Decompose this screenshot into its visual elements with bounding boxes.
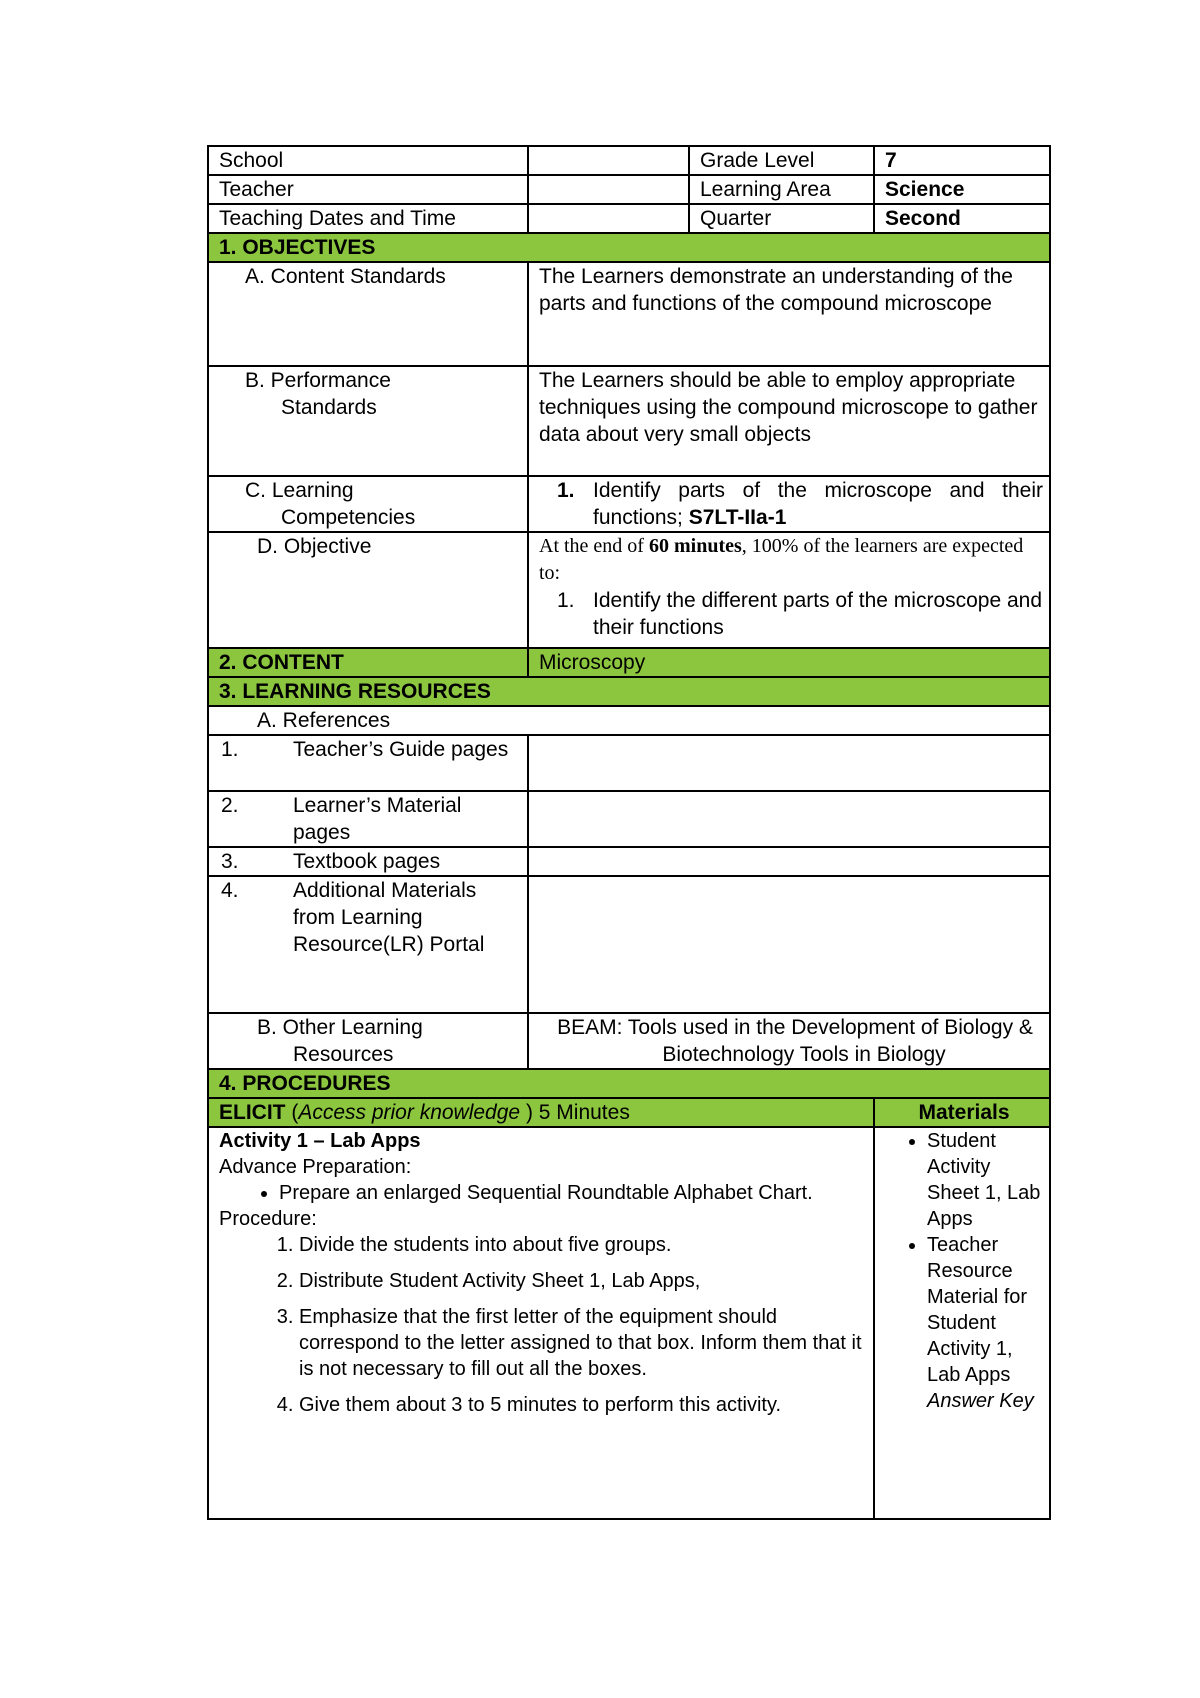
objective-pre: At the end of: [539, 535, 644, 557]
materials-cell: [874, 1127, 1050, 1519]
ref-label: Textbook pages: [293, 850, 441, 873]
elicit-rest: ) 5 Minutes: [520, 1101, 630, 1124]
objective-item: Identify the different parts of the microscope and their functions: [593, 589, 1043, 639]
lesson-plan-table: [207, 145, 1051, 1520]
learning-area-label: Learning Area: [689, 175, 874, 204]
reference-item-2: [208, 791, 528, 847]
references-label: A. References: [208, 706, 1050, 735]
reference-item-row: [208, 735, 1050, 791]
materials-list: [885, 1128, 1043, 1388]
learning-competencies-label: [208, 476, 528, 532]
procedures-heading-row: [208, 1069, 1050, 1098]
procedure-step: 4. Give them about 3 to 5 minutes to perform this activity.: [299, 1392, 867, 1418]
content-standards-label: A. Content Standards: [208, 262, 528, 366]
objective-row: [208, 532, 1050, 648]
reference-item-2-value: [528, 791, 1050, 847]
content-heading: 2. CONTENT: [208, 648, 528, 677]
performance-standards-row: [208, 366, 1050, 476]
procedure-step: 2. Distribute Student Activity Sheet 1, Lab Apps,: [299, 1268, 867, 1294]
school-label: School: [208, 146, 528, 175]
competency-number: 1.: [557, 479, 575, 502]
procedure-step: 1. Divide the students into about five groups.: [299, 1232, 867, 1258]
objective-label: D. Objective: [208, 532, 528, 648]
dates-value: [528, 204, 689, 233]
reference-item-1-value: [528, 735, 1050, 791]
objectives-heading-row: [208, 233, 1050, 262]
procedures-heading: 4. PROCEDURES: [208, 1069, 1050, 1098]
objective-post: , 100% of the learners are expected to:: [539, 535, 1024, 584]
content-standards-text: The Learners demonstrate an understanding of the parts and functions of the compound microscope: [528, 262, 1050, 366]
material-item: • Student Activity Sheet 1, Lab Apps: [927, 1128, 1043, 1232]
school-value: [528, 146, 689, 175]
competency-desc: Identify parts of the microscope and their functions;: [593, 479, 1043, 529]
elicit-heading: [208, 1098, 874, 1127]
reference-item-row: [208, 876, 1050, 1013]
learning-competencies-text: [528, 476, 1050, 532]
dates-row: [208, 204, 1050, 233]
material-item: • Teacher Resource Material for Student Activity 1, Lab Apps: [927, 1232, 1043, 1388]
reference-item-row: [208, 847, 1050, 876]
reference-item-1: [208, 735, 528, 791]
content-value: Microscopy: [528, 648, 1050, 677]
objectives-heading: 1. OBJECTIVES: [208, 233, 1050, 262]
procedure-label: Procedure:: [219, 1208, 317, 1230]
other-resources-label: B. Other Learning Resources: [208, 1013, 528, 1069]
objective-item-number: 1.: [557, 589, 575, 612]
elicit-paren: (: [285, 1101, 299, 1124]
objective-intro: [539, 533, 1043, 587]
objective-text: [528, 532, 1050, 648]
ref-num: 2.: [221, 794, 239, 817]
reference-item-3-value: [528, 847, 1050, 876]
procedure-steps: [219, 1232, 867, 1418]
performance-standards-label: [208, 366, 528, 476]
references-row: [208, 706, 1050, 735]
advance-item: • Prepare an enlarged Sequential Roundtable Alphabet Chart.: [279, 1180, 867, 1206]
competencies-label-line2: Competencies: [281, 506, 416, 529]
learning-area-value: Science: [874, 175, 1050, 204]
grade-level-label: Grade Level: [689, 146, 874, 175]
advance-list: [219, 1180, 867, 1206]
reference-item-4-value: [528, 876, 1050, 1013]
competency-code: S7LT-IIa-1: [688, 506, 787, 529]
teacher-label: Teacher: [208, 175, 528, 204]
content-standards-row: [208, 262, 1050, 366]
ref-num: 1.: [221, 738, 239, 761]
teacher-value: [528, 175, 689, 204]
performance-standards-text: The Learners should be able to employ appropriate techniques using the compound microscope to gather data about very small objects: [528, 366, 1050, 476]
activity-row: [208, 1127, 1050, 1519]
dates-label: Teaching Dates and Time: [208, 204, 528, 233]
reference-item-4: [208, 876, 528, 1013]
procedure-step: 3. Emphasize that the first letter of the equipment should correspond to the letter assigned to that box. Inform them that it is not necessary to fill out all the boxes.: [299, 1304, 867, 1382]
competencies-label-line1: C. Learning: [245, 479, 354, 502]
materials-heading: Materials: [874, 1098, 1050, 1127]
ref-num: 3.: [221, 850, 239, 873]
teacher-row: [208, 175, 1050, 204]
objective-time: 60 minutes: [648, 535, 742, 557]
ref-num: 4.: [221, 879, 239, 902]
elicit-italic: Access prior knowledge: [298, 1101, 521, 1124]
grade-level-value: 7: [874, 146, 1050, 175]
other-resources-row: [208, 1013, 1050, 1069]
performance-label-line2: Standards: [281, 396, 377, 419]
ref-label: Learner’s Material pages: [293, 794, 462, 844]
performance-label-line1: B. Performance: [245, 369, 391, 392]
advance-label: Advance Preparation:: [219, 1156, 412, 1178]
elicit-row: [208, 1098, 1050, 1127]
ref-label: Additional Materials from Learning Resource(LR) Portal: [293, 879, 485, 956]
answer-key: Answer Key: [927, 1390, 1034, 1412]
ref-label: Teacher’s Guide pages: [293, 738, 509, 761]
learning-competencies-row: [208, 476, 1050, 532]
content-row: [208, 648, 1050, 677]
quarter-value: Second: [874, 204, 1050, 233]
lesson-plan-sheet: [207, 145, 1049, 1520]
reference-item-3: [208, 847, 528, 876]
resources-heading-row: [208, 677, 1050, 706]
activity-cell: [208, 1127, 874, 1519]
elicit-label: ELICIT: [219, 1101, 286, 1124]
reference-item-row: [208, 791, 1050, 847]
quarter-label: Quarter: [689, 204, 874, 233]
competency-text: [593, 477, 1043, 531]
activity-title: Activity 1 – Lab Apps: [219, 1130, 421, 1152]
resources-heading: 3. LEARNING RESOURCES: [208, 677, 1050, 706]
other-resources-text: BEAM: Tools used in the Development of Biology & Biotechnology Tools in Biology: [528, 1013, 1050, 1069]
school-row: [208, 146, 1050, 175]
